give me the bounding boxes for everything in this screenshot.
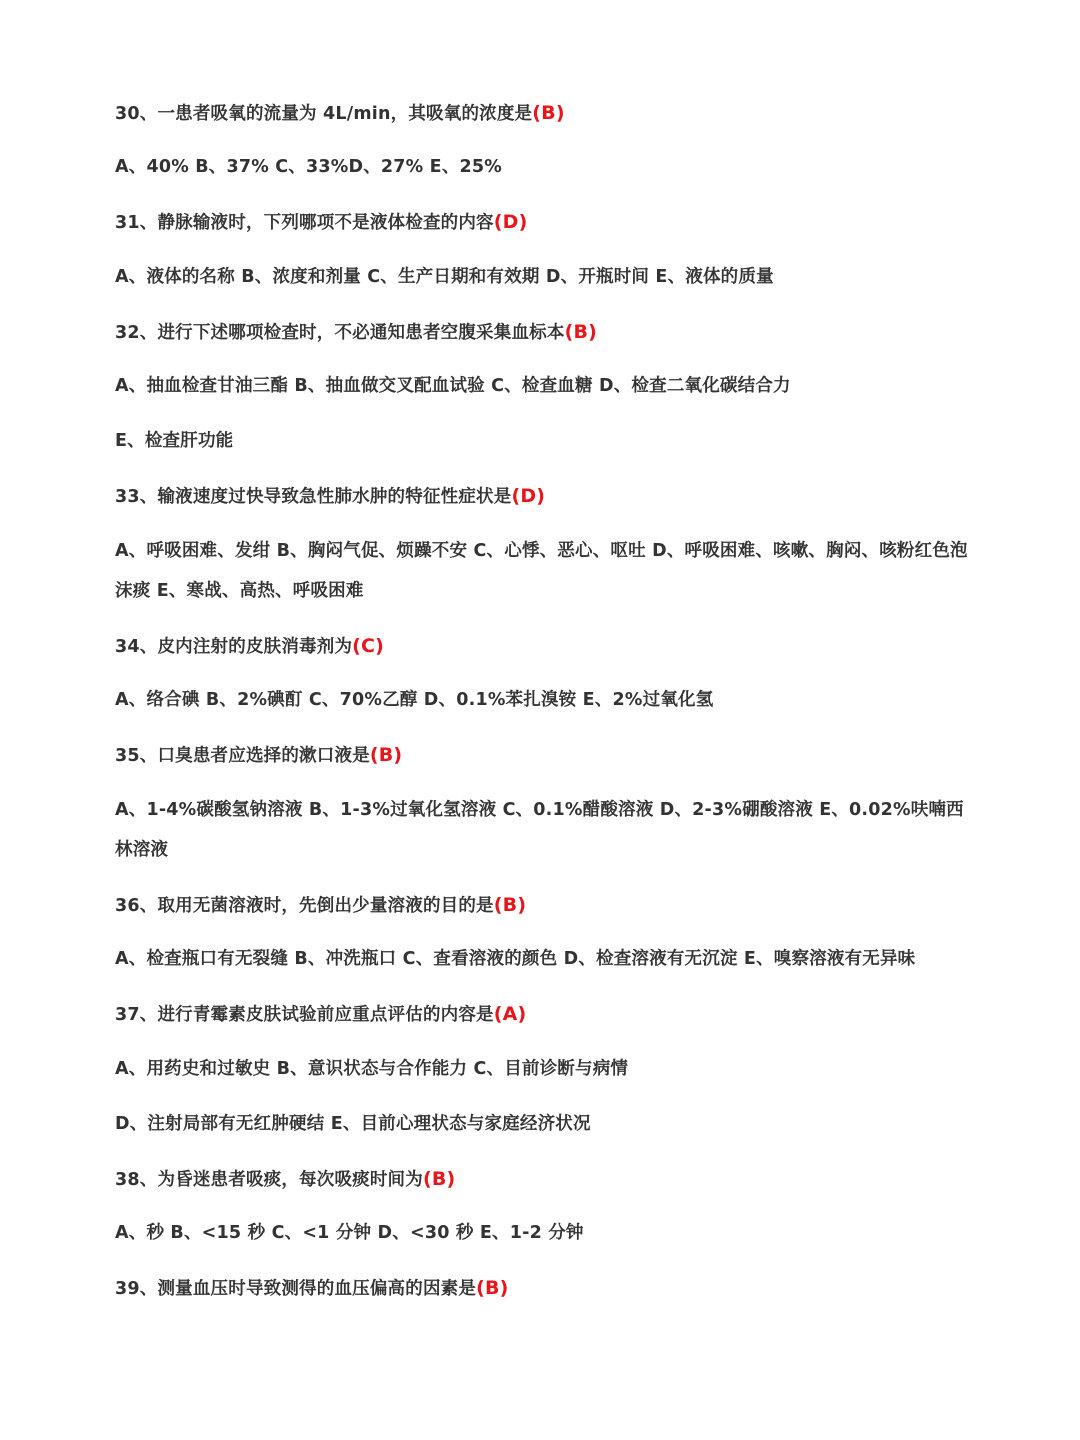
answer-label: (B) bbox=[476, 1277, 509, 1299]
options-32-cont: E、检查肝功能 bbox=[115, 431, 234, 451]
answer-label: (D) bbox=[493, 211, 528, 233]
question-31 bbox=[115, 202, 975, 243]
options-38: A、秒 B、<15 秒 C、<1 分钟 D、<30 秒 E、1-2 分钟 bbox=[115, 1223, 584, 1243]
options-31: A、液体的名称 B、浓度和剂量 C、生产日期和有效期 D、开瓶时间 E、液体的质量 bbox=[115, 267, 774, 287]
options-35: A、1-4%碳酸氢钠溶液 B、1-3%过氧化氢溶液 C、0.1%醋酸溶液 D、2-3%硼酸溶液 E、0.02%呋喃西林溶液 bbox=[115, 800, 964, 860]
question-text: 34、皮内注射的皮肤消毒剂为 bbox=[115, 637, 353, 657]
answer-label: (C) bbox=[352, 635, 385, 657]
question-38 bbox=[115, 1159, 975, 1200]
options-37: A、用药史和过敏史 B、意识状态与合作能力 C、目前诊断与病情 bbox=[115, 1059, 629, 1079]
options-30: A、40% B、37% C、33%D、27% E、25% bbox=[115, 157, 503, 177]
options-34: A、络合碘 B、2%碘酊 C、70%乙醇 D、0.1%苯扎溴铵 E、2%过氧化氢 bbox=[115, 690, 714, 710]
answer-label: (D) bbox=[511, 485, 546, 507]
question-text: 32、进行下述哪项检查时，不必通知患者空腹采集血标本 bbox=[115, 323, 565, 343]
question-text: 35、口臭患者应选择的漱口液是 bbox=[115, 746, 370, 766]
question-text: 38、为昏迷患者吸痰，每次吸痰时间为 bbox=[115, 1170, 423, 1190]
question-39 bbox=[115, 1268, 975, 1309]
answer-label: (A) bbox=[493, 1003, 527, 1025]
question-35 bbox=[115, 735, 975, 776]
question-32 bbox=[115, 312, 975, 353]
question-33 bbox=[115, 476, 975, 517]
answer-label: (B) bbox=[493, 894, 527, 916]
answer-label: (B) bbox=[564, 321, 598, 343]
options-33: A、呼吸困难、发绀 B、胸闷气促、烦躁不安 C、心悸、恶心、呕吐 D、呼吸困难、咳嗽、胸闷、咳粉红色泡沫痰 E、寒战、高热、呼吸困难 bbox=[115, 541, 968, 601]
question-30 bbox=[115, 93, 975, 134]
options-36: A、检查瓶口有无裂缝 B、冲洗瓶口 C、查看溶液的颜色 D、检查溶液有无沉淀 E、嗅察溶液有无异味 bbox=[115, 949, 916, 969]
question-34 bbox=[115, 626, 975, 667]
options-37-cont: D、注射局部有无红肿硬结 E、目前心理状态与家庭经济状况 bbox=[115, 1114, 591, 1134]
question-text: 30、一患者吸氧的流量为 4L/min，其吸氧的浓度是 bbox=[115, 104, 533, 124]
question-text: 37、进行青霉素皮肤试验前应重点评估的内容是 bbox=[115, 1005, 494, 1025]
question-text: 33、输液速度过快导致急性肺水肿的特征性症状是 bbox=[115, 487, 512, 507]
question-36 bbox=[115, 885, 975, 926]
question-text: 39、测量血压时导致测得的血压偏高的因素是 bbox=[115, 1279, 477, 1299]
question-text: 36、取用无菌溶液时，先倒出少量溶液的目的是 bbox=[115, 896, 494, 916]
answer-label: (B) bbox=[532, 102, 565, 124]
options-32: A、抽血检查甘油三酯 B、抽血做交叉配血试验 C、检查血糖 D、检查二氧化碳结合力 bbox=[115, 376, 791, 396]
question-text: 31、静脉输液时，下列哪项不是液体检查的内容 bbox=[115, 213, 494, 233]
question-37 bbox=[115, 994, 975, 1035]
answer-label: (B) bbox=[369, 744, 403, 766]
answer-label: (B) bbox=[422, 1168, 456, 1190]
